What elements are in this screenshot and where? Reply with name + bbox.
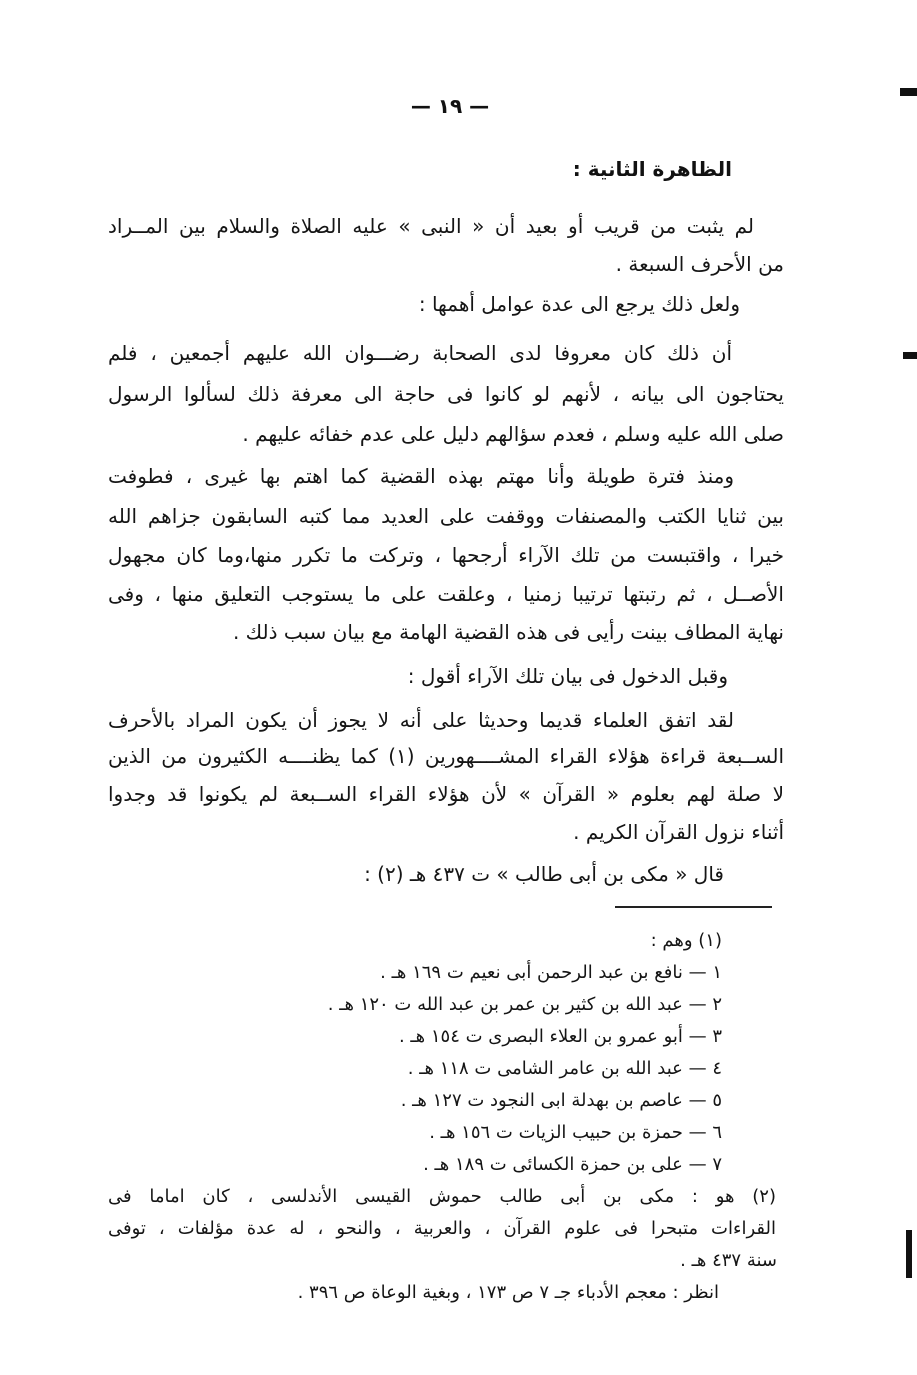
body-line: قال « مكى بن أبى طالب » ت ٤٣٧ هـ (٢) : xyxy=(364,862,724,886)
body-line: الأصــل ، ثم رتبتها ترتيبا زمنيا ، وعلقت على ما يستوجب التعليق منها ، وفى xyxy=(108,582,784,606)
body-line: لم يثبت من قريب أو بعيد أن « النبى » عليه الصلاة والسلام بين المــراد xyxy=(108,214,754,238)
body-line: من الأحرف السبعة . xyxy=(615,252,784,276)
footnote-list-item: ٣ — أبو عمرو بن العلاء البصرى ت ١٥٤ هـ . xyxy=(398,1026,722,1047)
footnote-2-line: القراءات متبحرا فى علوم القرآن ، والعربية ، والنحو ، له عدة مؤلفات ، توفى xyxy=(108,1218,776,1239)
body-line: خيرا ، واقتبست من تلك الآراء أرجحها ، وتركت ما تكرر منها،وما كان مجهول xyxy=(108,543,784,567)
footnote-list-item: ٤ — عبد الله بن عامر الشامى ت ١١٨ هـ . xyxy=(407,1058,722,1079)
footnote-2-line: (٢) هو : مكى بن أبى طالب حموش القيسى الأندلسى ، كان اماما فى xyxy=(108,1186,776,1207)
body-line: أثناء نزول القرآن الكريم . xyxy=(573,820,784,844)
scan-edge-mark xyxy=(906,1230,912,1278)
body-line: لقد اتفق العلماء قديما وحديثا على أنه لا يجوز أن يكون المراد بالأحرف xyxy=(108,708,734,732)
footnote-separator xyxy=(615,906,772,908)
body-line: لا صلة لهم بعلوم « القرآن » لأن هؤلاء القراء الســبعة لم يكونوا قد وجدوا xyxy=(108,782,784,806)
section-heading: الظاهرة الثانية : xyxy=(572,157,732,181)
footnote-1-intro: (١) وهم : xyxy=(650,930,722,951)
scan-edge-mark xyxy=(903,352,917,359)
footnote-list-item: ٢ — عبد الله بن كثير بن عمر بن عبد الله ت ١٢٠ هـ . xyxy=(327,994,722,1015)
body-line: يحتاجون الى بيانه ، لأنهم لو كانوا فى حاجة الى معرفة ذلك لسألوا الرسول xyxy=(108,382,784,406)
body-line: نهاية المطاف بينت رأيى فى هذه القضية الهامة مع بيان سبب ذلك . xyxy=(232,620,784,644)
body-line: بين ثنايا الكتب والمصنفات ووقفت على العديد مما كتبه السابقون جزاهم الله xyxy=(108,504,784,528)
footnote-list-item: ٧ — على بن حمزة الكسائى ت ١٨٩ هـ . xyxy=(423,1154,722,1175)
body-line: أن ذلك كان معروفا لدى الصحابة رضـــوان الله عليهم أجمعين ، فلم xyxy=(108,341,732,365)
footnote-list-item: ٦ — حمزة بن حبيب الزيات ت ١٥٦ هـ . xyxy=(429,1122,722,1143)
body-line: وقبل الدخول فى بيان تلك الآراء أقول : xyxy=(407,664,728,688)
footnote-list-item: ٥ — عاصم بن بهدلة ابى النجود ت ١٢٧ هـ . xyxy=(400,1090,722,1111)
footnote-list-item: ١ — نافع بن عبد الرحمن أبى نعيم ت ١٦٩ هـ . xyxy=(380,962,722,983)
page-number: — ١٩ — xyxy=(410,94,490,118)
body-line: صلى الله عليه وسلم ، فعدم سؤالهم دليل على عدم خفائه عليهم . xyxy=(242,422,784,446)
footnote-2-reference: انظر : معجم الأدباء جـ ٧ ص ١٧٣ ، وبغية الوعاة ص ٣٩٦ . xyxy=(297,1282,719,1303)
body-line: ومنذ فترة طويلة وأنا مهتم بهذه القضية كما اهتم بها غيرى ، فطوفت xyxy=(108,464,734,488)
body-line: الســبعة قراءة هؤلاء القراء المشــــهورين (١) كما يظنــــه الكثيرون من الذين xyxy=(108,744,784,768)
footnote-2-line: سنة ٤٣٧ هـ . xyxy=(680,1250,777,1271)
body-line: ولعل ذلك يرجع الى عدة عوامل أهمها : xyxy=(418,292,740,316)
scan-edge-mark xyxy=(900,88,917,96)
